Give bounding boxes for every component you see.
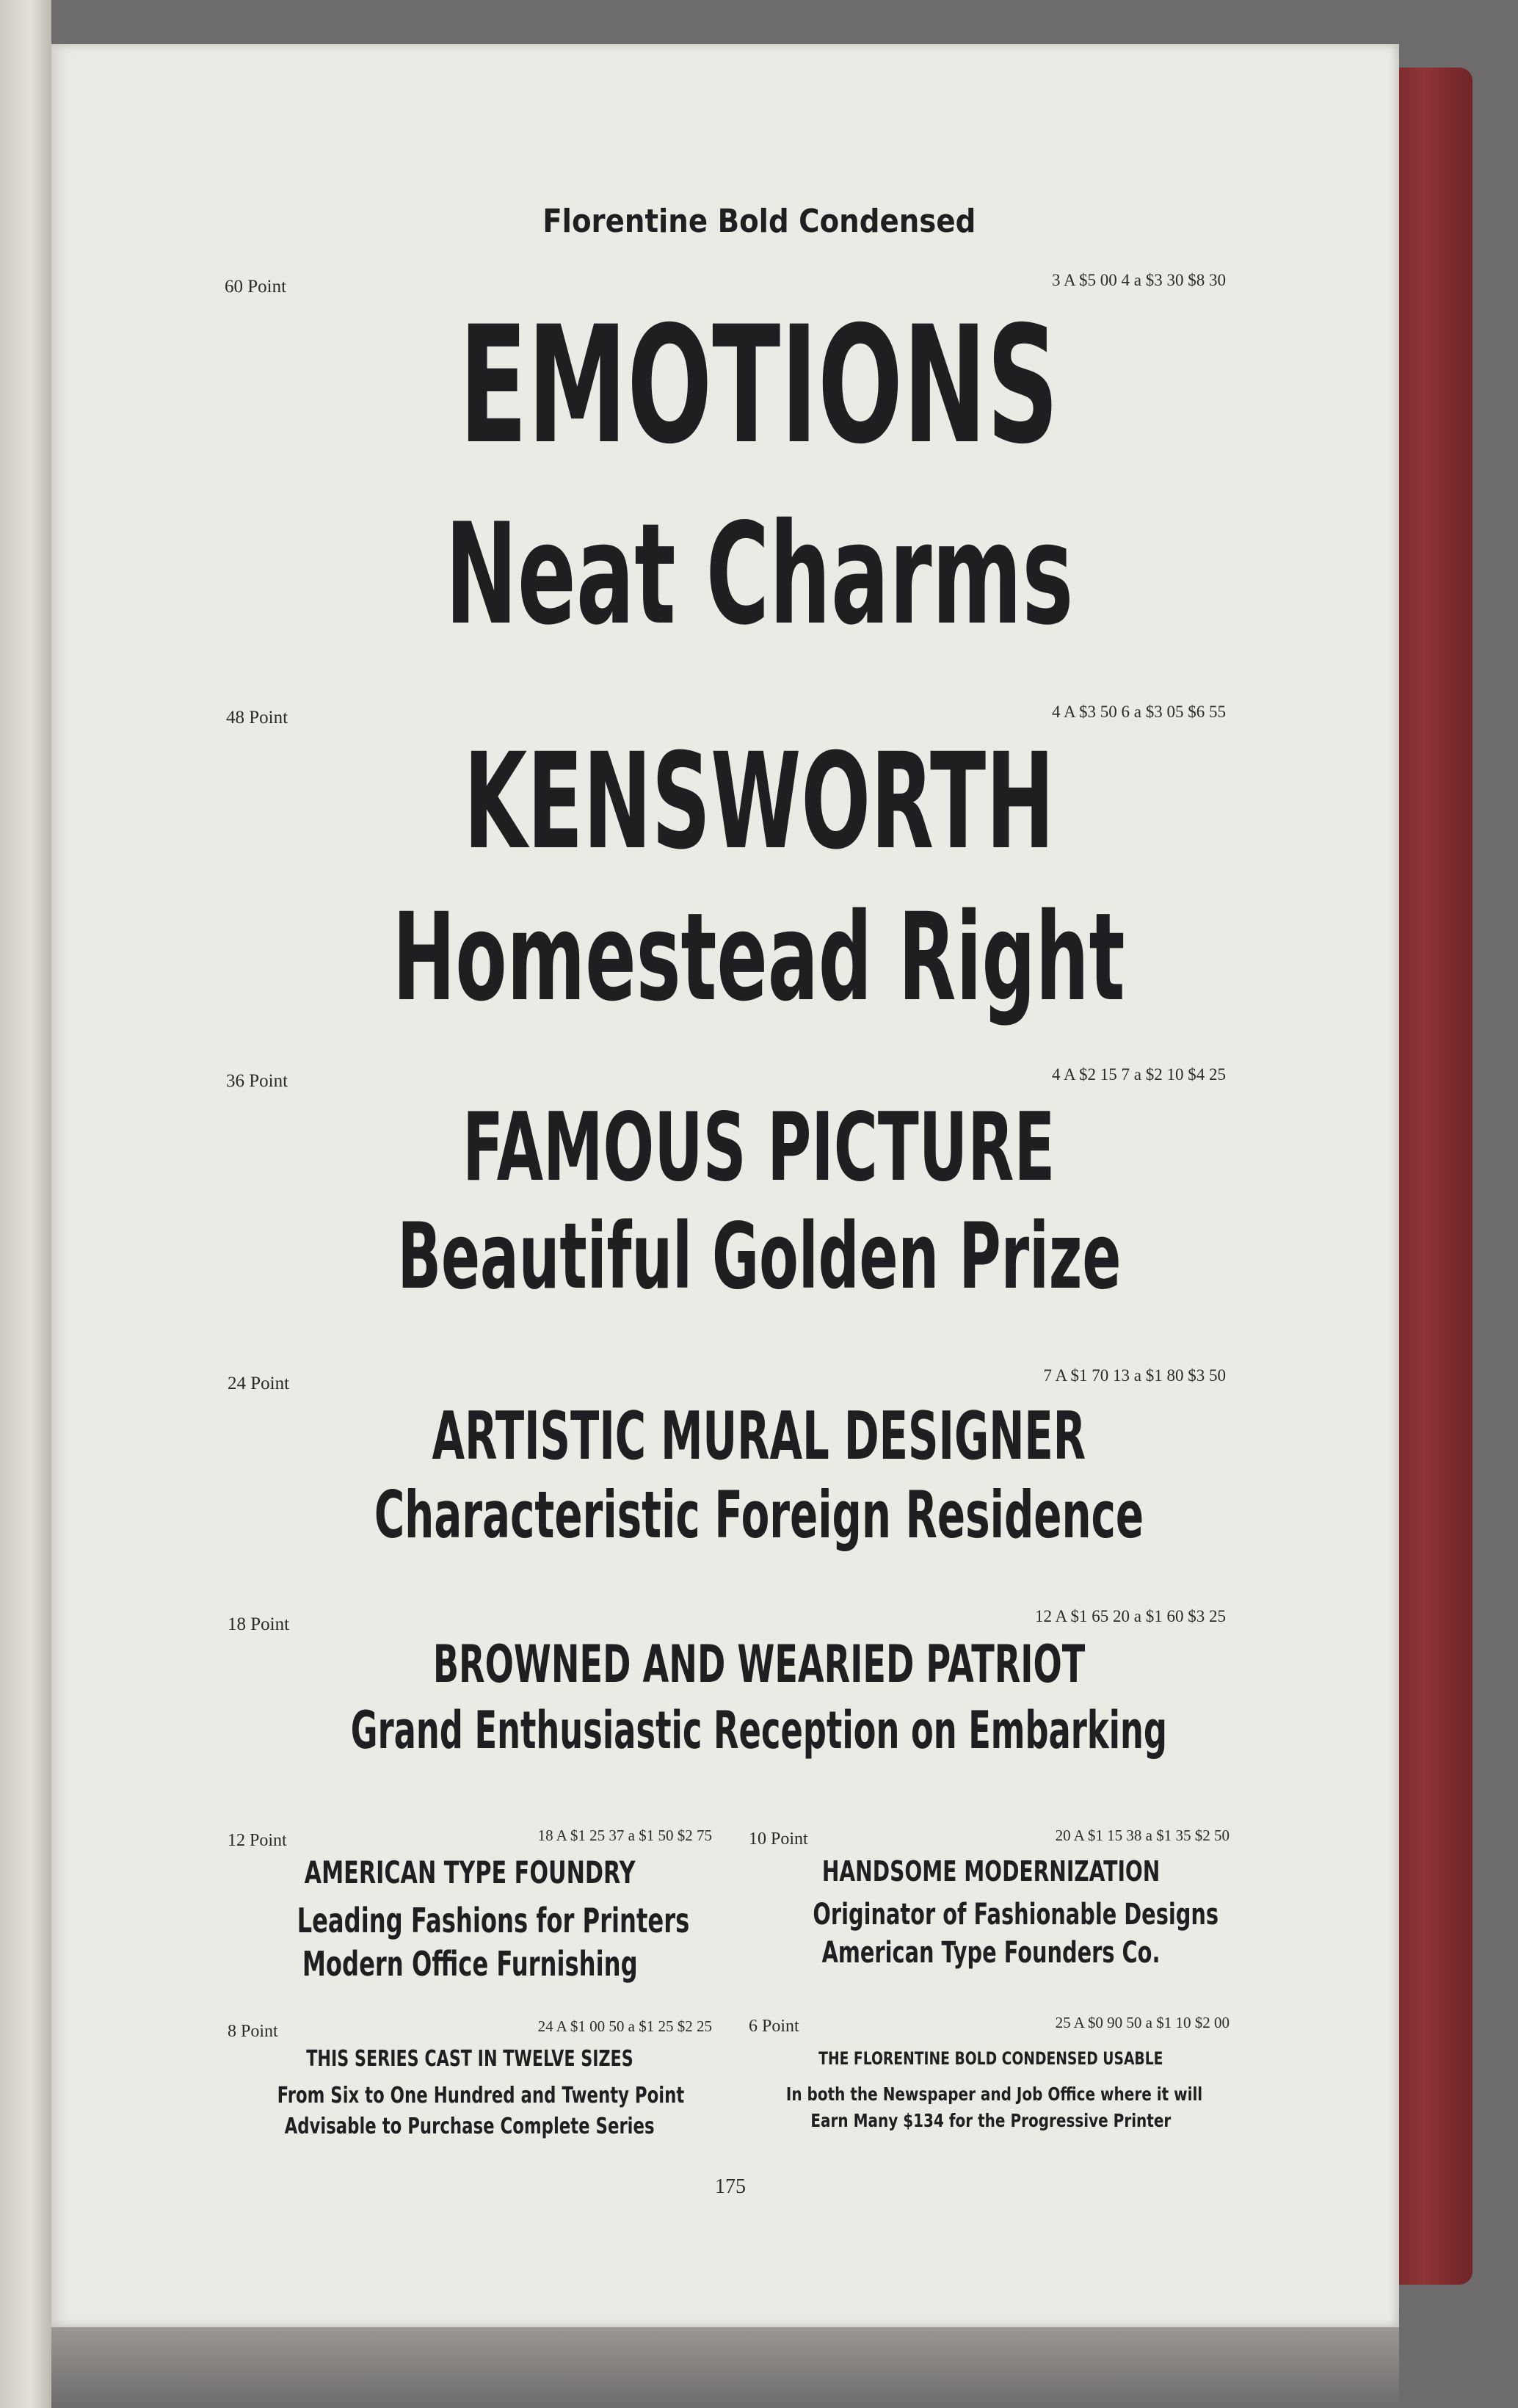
specimen-line-lower: Characteristic Foreign Residence: [374, 1477, 1144, 1553]
specimen-line-lower: From Six to One Hundred and Twenty Point: [277, 2083, 685, 2108]
specimen-line-caps: EMOTIONS: [459, 291, 1059, 479]
price-label: 3 A $5 00 4 a $3 30 $8 30: [1051, 271, 1226, 289]
price-label: 12 A $1 65 20 a $1 60 $3 25: [1034, 1607, 1226, 1625]
size-label: 12 Point: [228, 1831, 287, 1850]
specimen-line-caps: AMERICAN TYPE FOUNDRY: [304, 1854, 636, 1890]
price-label: 25 A $0 90 50 a $1 10 $2 00: [1055, 2014, 1230, 2031]
size-label: 6 Point: [749, 2017, 799, 2036]
specimen-line-lower: Neat Charms: [444, 493, 1074, 656]
price-label: 4 A $3 50 6 a $3 05 $6 55: [1051, 703, 1226, 721]
specimen-line-caps: THIS SERIES CAST IN TWELVE SIZES: [306, 2046, 633, 2072]
price-label: 20 A $1 15 38 a $1 35 $2 50: [1055, 1827, 1230, 1844]
specimen-line-lower: Modern Office Furnishing: [302, 1944, 638, 1984]
size-label: 36 Point: [226, 1071, 288, 1091]
size-label: 60 Point: [225, 277, 287, 297]
specimen-line-caps: FAMOUS PICTURE: [462, 1093, 1056, 1203]
size-label: 8 Point: [228, 2022, 278, 2041]
specimen-line-caps: ARTISTIC MURAL DESIGNER: [432, 1398, 1086, 1475]
size-label: 24 Point: [228, 1374, 290, 1393]
price-label: 4 A $2 15 7 a $2 10 $4 25: [1051, 1065, 1226, 1084]
specimen-line-lower: Beautiful Golden Prize: [397, 1204, 1121, 1310]
price-label: 18 A $1 25 37 a $1 50 $2 75: [537, 1827, 712, 1844]
specimen-line-lower: American Type Founders Co.: [821, 1936, 1161, 1970]
specimen-line-caps: HANDSOME MODERNIZATION: [821, 1855, 1161, 1887]
size-label: 18 Point: [228, 1614, 290, 1634]
price-label: 24 A $1 00 50 a $1 25 $2 25: [537, 2017, 712, 2035]
specimen-line-lower: Homestead Right: [393, 887, 1125, 1028]
specimen-line-lower: In both the Newspaper and Job Office where it will: [785, 2084, 1203, 2105]
page-number: 175: [715, 2175, 746, 2198]
size-label: 48 Point: [226, 708, 288, 728]
page-title: Florentine Bold Condensed: [542, 203, 976, 240]
specimen-line-lower: Earn Many $134 for the Progressive Printer: [810, 2110, 1172, 2131]
specimen-line-caps: KENSWORTH: [463, 725, 1055, 879]
specimen-line-lower: Grand Enthusiastic Reception on Embarking: [350, 1700, 1168, 1760]
specimen-line-caps: BROWNED AND WEARIED PATRIOT: [432, 1634, 1086, 1694]
page-shadow: [51, 2327, 1399, 2408]
price-label: 7 A $1 70 13 a $1 80 $3 50: [1043, 1366, 1226, 1385]
specimen-line-caps: THE FLORENTINE BOLD CONDENSED USABLE: [818, 2048, 1163, 2069]
specimen-line-lower: Leading Fashions for Printers: [297, 1901, 690, 1940]
size-label: 10 Point: [749, 1829, 808, 1849]
specimen-line-lower: Advisable to Purchase Complete Series: [285, 2114, 655, 2139]
specimen-line-lower: Originator of Fashionable Designs: [813, 1898, 1219, 1932]
